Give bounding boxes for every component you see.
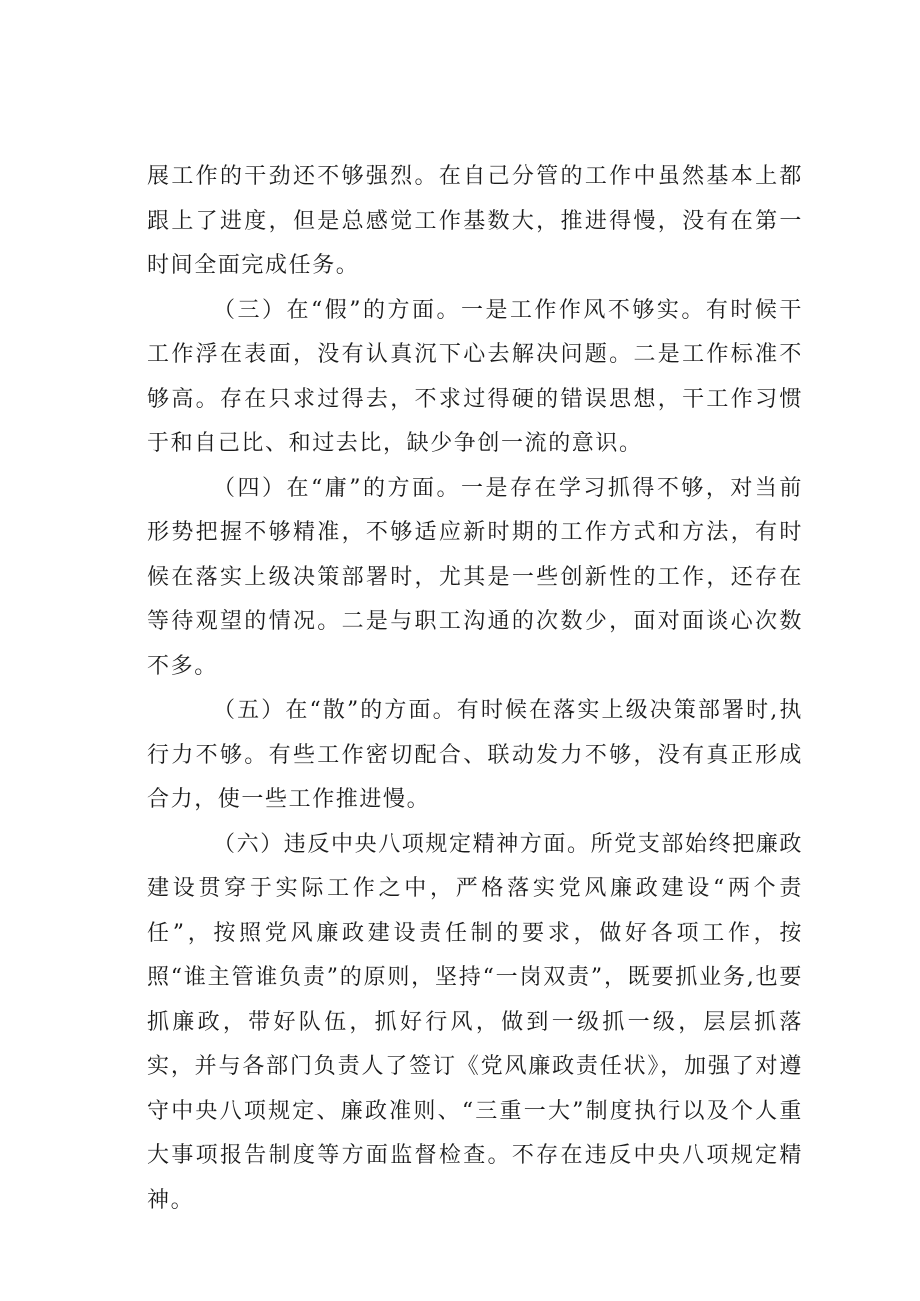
paragraph-continuation: 展工作的干劲还不够强烈。在自己分管的工作中虽然基本上都跟上了进度，但是总感觉工作基数大，推进得慢，没有在第一时间全面完成任务。	[147, 164, 803, 278]
paragraph-section-3: （三）在“假”的方面。一是工作作风不够实。有时候干工作浮在表面，没有认真沉下心去解决问题。二是工作标准不够高。存在只求过得去，不求过得硬的错误思想，干工作习惯于和自己比、和过去比，缺少争创一流的意识。	[147, 297, 803, 456]
paragraph-section-4: （四）在“庸”的方面。一是存在学习抓得不够，对当前形势把握不够精准，不够适应新时期的工作方式和方法，有时候在落实上级决策部署时，尤其是一些创新性的工作，还存在等待观望的情况。二是与职工沟通的次数少，面对面谈心次数不多。	[147, 475, 803, 679]
paragraph-section-5: （五）在“散”的方面。有时候在落实上级决策部署时,执行力不够。有些工作密切配合、联动发力不够，没有真正形成合力，使一些工作推进慢。	[147, 698, 803, 812]
document-body	[147, 155, 803, 1223]
paragraph-section-6: （六）违反中央八项规定精神方面。所党支部始终把廉政建设贯穿于实际工作之中，严格落实党风廉政建设“两个责任”，按照党风廉政建设责任制的要求，做好各项工作，按照“谁主管谁负责”的原则，坚持“一岗双责”，既要抓业务,也要抓廉政，带好队伍，抓好行风，做到一级抓一级，层层抓落实，并与各部门负责人了签订《党风廉政责任状》，加强了对遵守中央八项规定、廉政准则、“三重一大”制度执行以及个人重大事项报告制度等方面监督检查。不存在违反中央八项规定精神。	[147, 831, 804, 1213]
